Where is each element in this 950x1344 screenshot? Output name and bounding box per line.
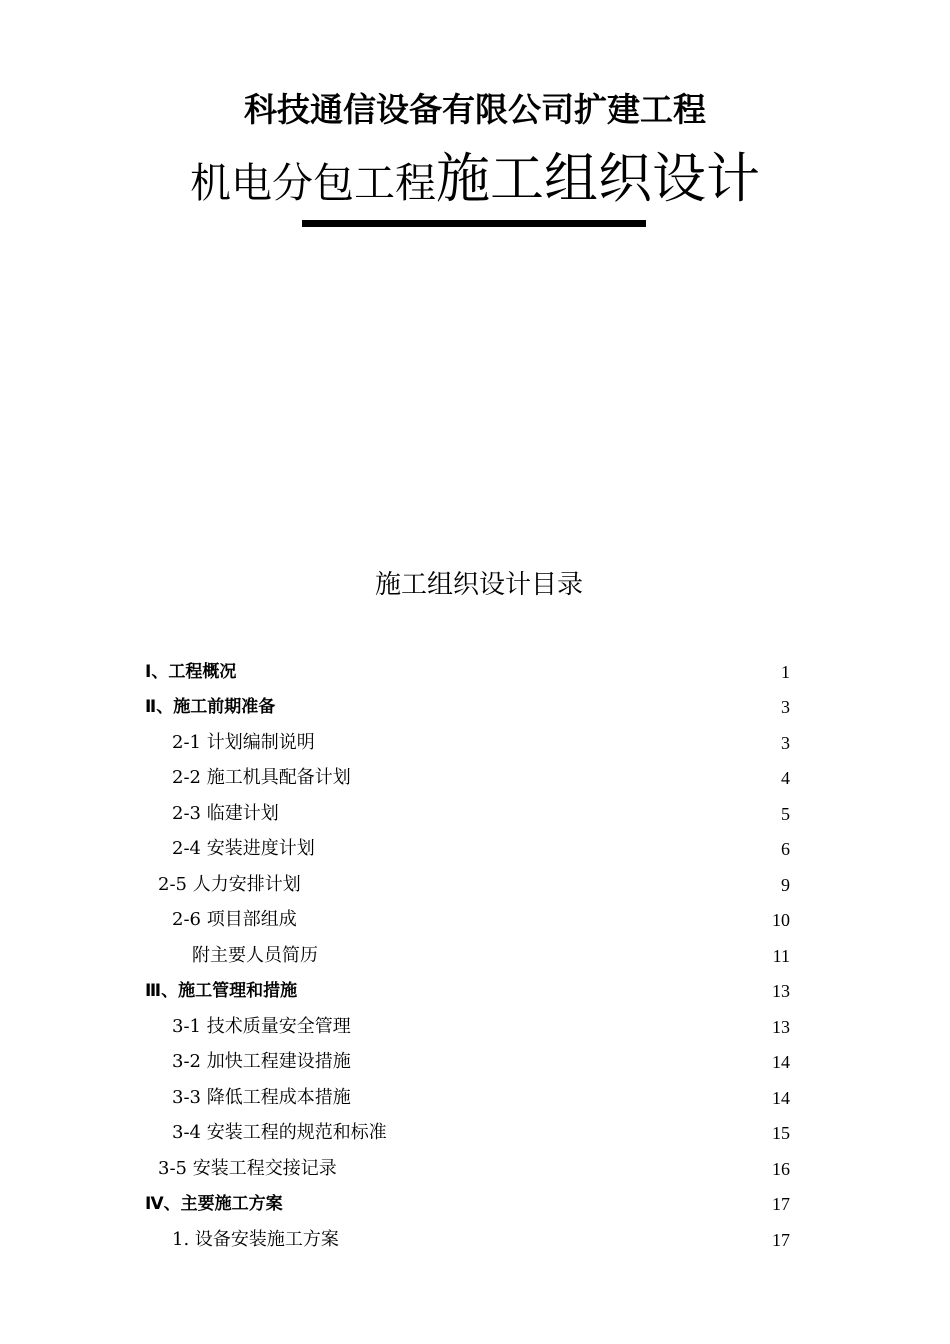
toc-entry-page: 14 [772, 1088, 790, 1108]
toc-entry-label: 附主要人员简历 [192, 945, 318, 966]
toc-entry-label: 1. 设备安装施工方案 [172, 1229, 339, 1250]
toc-entry[interactable] [0, 906, 950, 934]
toc-entry-label: 2-6 项目部组成 [172, 909, 297, 930]
toc-entry-page: 13 [772, 1017, 790, 1037]
toc-entry[interactable] [0, 1119, 950, 1147]
toc-entry-label: Ⅱ、施工前期准备 [145, 697, 276, 717]
toc-entry[interactable] [0, 729, 950, 757]
toc-entry-page: 13 [772, 981, 790, 1001]
toc-entry[interactable] [0, 693, 950, 721]
cover-title-line2-part2: 施工组织设计 [436, 147, 760, 210]
toc-entry-label: 3-3 降低工程成本措施 [172, 1087, 351, 1108]
toc-entry-page: 15 [772, 1123, 790, 1143]
toc-entry-page: 10 [772, 910, 790, 930]
toc-entry-page: 16 [772, 1159, 790, 1179]
cover-title-line2-part1: 机电分包工程 [190, 159, 436, 207]
toc-entry[interactable] [0, 1048, 950, 1076]
toc-entry-page: 3 [781, 733, 790, 753]
toc-entry[interactable] [0, 658, 950, 686]
toc-entry-label: 3-1 技术质量安全管理 [172, 1016, 351, 1037]
toc-entry-page: 3 [781, 697, 790, 717]
toc-entry-label: 2-1 计划编制说明 [172, 732, 315, 753]
toc-entry[interactable] [0, 1013, 950, 1041]
toc-entry-page: 1 [781, 662, 790, 682]
toc-entry-label: 2-4 安装进度计划 [172, 838, 315, 859]
toc-entry[interactable] [0, 977, 950, 1005]
toc-entry[interactable] [0, 1084, 950, 1112]
toc-entry-label: 3-4 安装工程的规范和标准 [172, 1122, 387, 1143]
toc-entry-page: 17 [772, 1230, 790, 1250]
toc-entry-label: Ⅳ、主要施工方案 [145, 1194, 283, 1214]
toc-entry-label: Ⅰ、工程概况 [145, 662, 237, 682]
toc-entry[interactable] [0, 1190, 950, 1218]
toc-entry-label: 2-3 临建计划 [172, 803, 279, 824]
title-underline-divider [302, 220, 646, 227]
cover-title-line1: 科技通信设备有限公司扩建工程 [244, 90, 706, 129]
toc-entry-page: 4 [781, 768, 790, 788]
toc-entry[interactable] [0, 942, 950, 970]
toc-entry-page: 9 [781, 875, 790, 895]
toc-entry-page: 17 [772, 1194, 790, 1214]
toc-entry-page: 11 [772, 946, 790, 966]
toc-entry-label: Ⅲ、施工管理和措施 [145, 981, 298, 1001]
toc-entry-page: 14 [772, 1052, 790, 1072]
toc-entry-label: 2-5 人力安排计划 [158, 874, 301, 895]
toc-entry[interactable] [0, 800, 950, 828]
cover-title-line2 [0, 146, 950, 225]
toc-entry[interactable] [0, 764, 950, 792]
toc-entry-page: 5 [781, 804, 790, 824]
toc-entry[interactable] [0, 835, 950, 863]
toc-entry[interactable] [0, 1226, 950, 1254]
toc-entry-label: 3-2 加快工程建设措施 [172, 1051, 351, 1072]
toc-entry-page: 6 [781, 839, 790, 859]
toc-entry-label: 3-5 安装工程交接记录 [158, 1158, 337, 1179]
toc-heading: 施工组织设计目录 [374, 570, 583, 600]
toc-entry[interactable] [0, 1155, 950, 1183]
toc-entry-label: 2-2 施工机具配备计划 [172, 767, 351, 788]
toc-entry[interactable] [0, 871, 950, 899]
